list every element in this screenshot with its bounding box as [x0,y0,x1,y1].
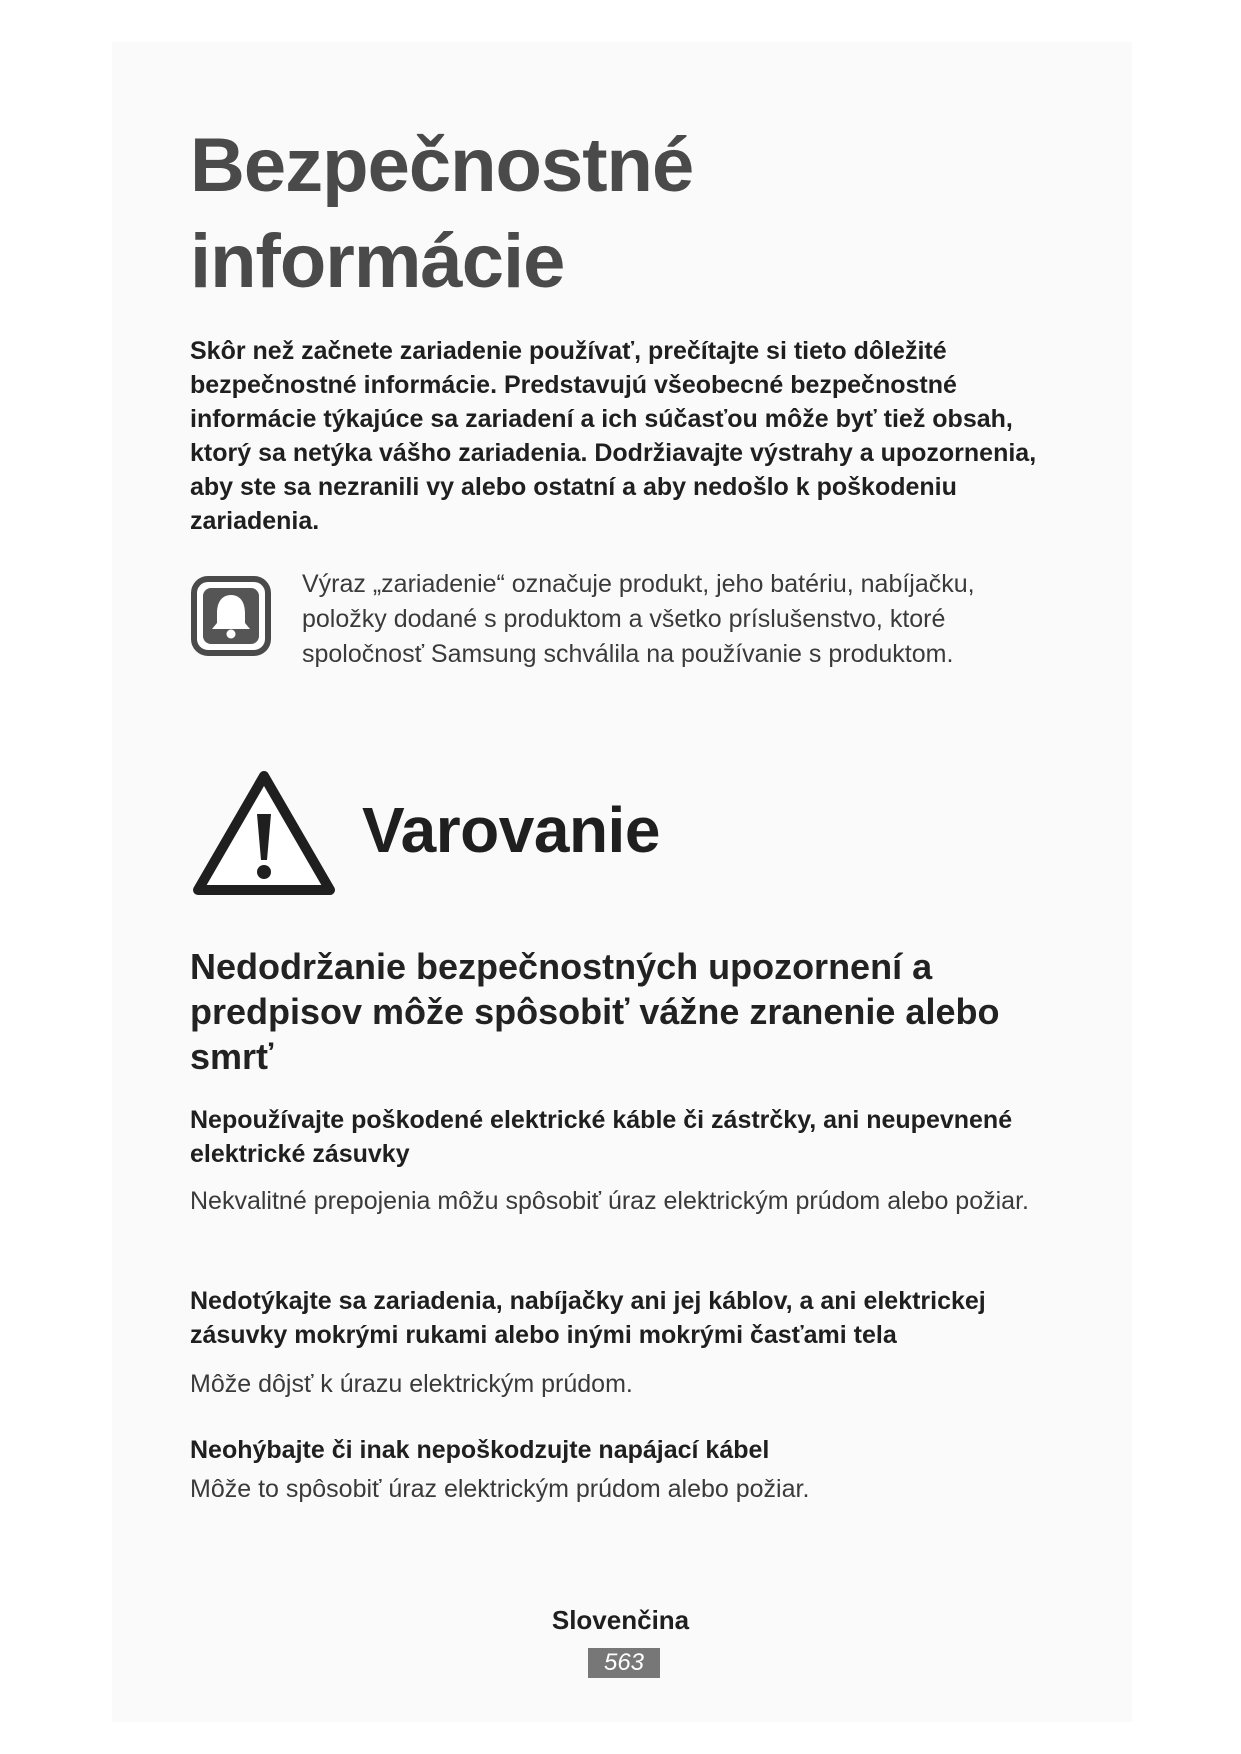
page-title-line2: informácie [190,219,565,304]
bell-icon [190,575,272,657]
item-text-3: Môže to spôsobiť úraz elektrickým prúdom alebo požiar. [190,1475,810,1503]
item-text-1: Nekvalitné prepojenia môžu spôsobiť úraz elektrickým prúdom alebo požiar. [190,1187,1029,1215]
page-number: 563 [588,1648,660,1678]
page-title [190,118,890,310]
item-title-3: Neohýbajte či inak nepoškodzujte napájací kábel [190,1436,770,1464]
footer-language: Slovenčina [551,1605,690,1635]
intro-paragraph: Skôr než začnete zariadenie používať, prečítajte si tieto dôležité bezpečnostné informácie. Predstavujú všeobecné bezpečnostné informácie týkajúce sa zariadení a ich súčasťou môže byť tiež obsah, ktorý sa netýka vášho zariadenia. Dodržiavajte výstrahy a upozornenia, aby ste sa nezranili vy alebo ostatní a aby nedošlo k poškodeniu zariadenia. [190,337,1037,535]
warning-heading: Varovanie [362,794,660,866]
warning-triangle-icon [190,766,338,900]
section-heading: Nedodržanie bezpečnostných upozornení a predpisov môže spôsobiť vážne zranenie alebo smrť [190,946,1000,1077]
item-title-1: Nepoužívajte poškodené elektrické káble či zástrčky, ani neupevnené elektrické zásuvky [190,1106,1013,1168]
page-title-line1: Bezpečnostné [190,123,694,208]
note-text: Výraz „zariadenie“ označuje produkt, jeho batériu, nabíjačku, položky dodané s produktom a všetko príslušenstvo, ktoré spoločnosť Samsung schválila na používanie s produktom. [302,570,975,668]
item-text-2: Môže dôjsť k úrazu elektrickým prúdom. [190,1370,633,1398]
item-title-2: Nedotýkajte sa zariadenia, nabíjačky ani jej káblov, a ani elektrickej zásuvky mokrými rukami alebo inými mokrými časťami tela [190,1287,986,1349]
